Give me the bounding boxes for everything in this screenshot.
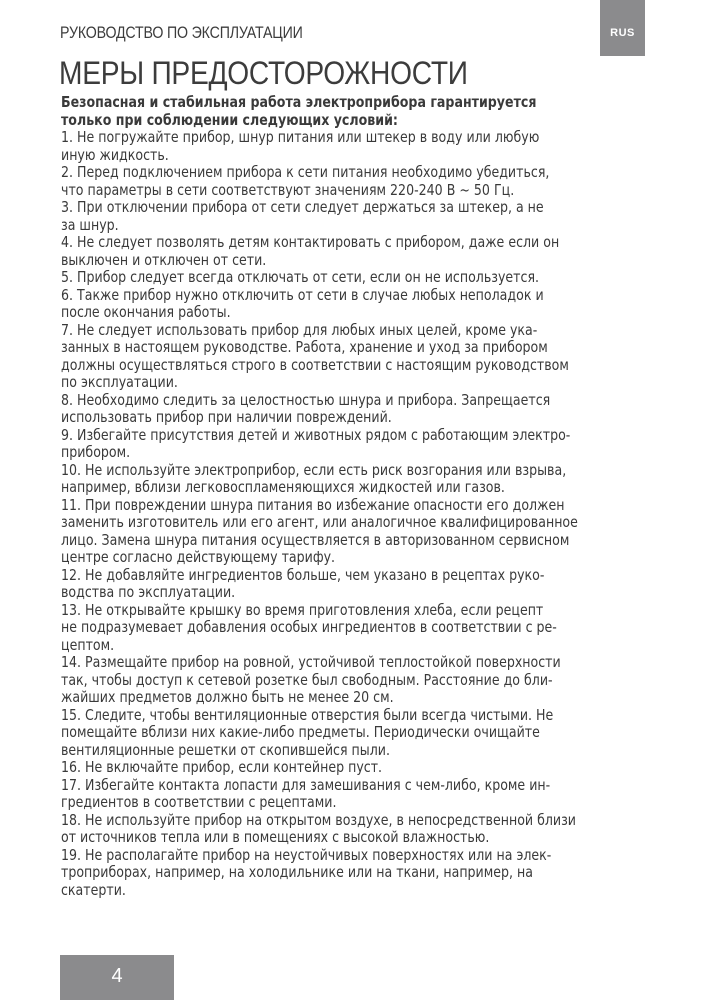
rule-line: лицо. Замена шнура питания осуществляется в авторизованном сервисном (61, 530, 570, 549)
rule-line: 2. Перед подключением прибора к сети питания необходимо убедиться, (61, 163, 550, 181)
rule-line: занных в настоящем руководстве. Работа, хранение и уход за прибором (61, 338, 548, 356)
rule-line: жайших предметов должно быть не менее 20 см. (61, 688, 394, 706)
rule-line: 1. Не погружайте прибор, шнур питания или штекер в воду или любую (61, 128, 540, 146)
rule-line: 12. Не добавляйте ингредиентов больше, чем указано в рецептах руко- (61, 565, 545, 584)
rule-line: цептом. (61, 635, 115, 654)
rule-line: скатерти. (61, 880, 126, 899)
rule-line: 6. Также прибор нужно отключить от сети в случае любых неполадок и (61, 285, 544, 304)
rule-line: по эксплуатации. (61, 373, 178, 391)
page-number: 4 (60, 955, 174, 1000)
rule-line: 4. Не следует позволять детям контактировать с прибором, даже если он (61, 233, 560, 251)
rule-line: не подразумевает добавления особых ингредиентов в соответствии с ре- (61, 618, 557, 636)
rule-line: прибором. (61, 443, 131, 461)
safety-text-block (61, 94, 646, 899)
intro-line: только при соблюдении следующих условий: (61, 110, 398, 129)
rule-line: троприборах, например, на холодильнике или на ткани, например, на (61, 863, 533, 881)
rule-line: 7. Не следует использовать прибор для любых иных целей, кроме ука- (61, 320, 538, 339)
rule-line: что параметры в сети соответствуют значениям 220-240 В ~ 50 Гц. (61, 180, 515, 199)
rule-line: гредиентов в соответствии с рецептами. (61, 793, 337, 811)
rule-line: помещайте вблизи них какие-либо предметы. Периодически очищайте (61, 723, 540, 741)
rule-line: 3. При отключении прибора от сети следует держаться за штекер, а не (61, 198, 544, 216)
rule-line: например, вблизи легковоспламеняющихся жидкостей или газов. (61, 478, 505, 496)
rule-line: 14. Размещайте прибор на ровной, устойчивой теплостойкой поверхности (61, 653, 561, 671)
rule-line: после окончания работы. (61, 303, 231, 321)
rule-line: от источников тепла или в помещениях с высокой влажностью. (61, 828, 490, 846)
rule-line: 17. Избегайте контакта лопасти для замешивания с чем-либо, кроме ин- (61, 775, 551, 794)
rule-line: так, чтобы доступ к сетевой розетке был свободным. Расстояние до бли- (61, 670, 553, 689)
manual-header-title: РУКОВОДСТВО ПО ЭКСПЛУАТАЦИИ (60, 24, 303, 42)
rule-line: 13. Не открывайте крышку во время приготовления хлеба, если рецепт (61, 600, 544, 619)
page-title: МЕРЫ ПРЕДОСТОРОЖНОСТИ (59, 55, 468, 91)
rule-line: центре согласно действующему тарифу. (61, 548, 336, 566)
rule-line: 8. Необходимо следить за целостностью шнура и прибора. Запрещается (61, 390, 551, 409)
rule-line: 10. Не используйте электроприбор, если есть риск возгорания или взрыва, (61, 460, 567, 479)
rule-line: 19. Не располагайте прибор на неустойчивых поверхностях или на элек- (61, 845, 552, 864)
rule-line: 5. Прибор следует всегда отключать от сети, если он не используется. (61, 268, 540, 286)
rule-line: должны осуществляться строго в соответствии с настоящим руководством (61, 355, 569, 374)
rule-line: иную жидкость. (61, 145, 169, 164)
rule-line: водства по эксплуатации. (61, 583, 236, 601)
rule-line: 11. При повреждении шнура питания во избежание опасности его должен (61, 495, 565, 514)
intro-line: Безопасная и стабильная работа электроприбора гарантируется (61, 93, 537, 111)
rule-line: за шнур. (61, 215, 119, 234)
rule-line: выключен и отключен от сети. (61, 250, 267, 269)
rule-line: использовать прибор при наличии повреждений. (61, 408, 392, 426)
rule-line: заменить изготовитель или его агент, или аналогичное квалифицированное (61, 513, 578, 531)
rule-line: 18. Не используйте прибор на открытом воздухе, в непосредственной близи (61, 810, 577, 829)
language-tab: RUS (600, 0, 645, 56)
rule-line: вентиляционные решетки от скопившейся пыли. (61, 740, 390, 759)
rule-line: 9. Избегайте присутствия детей и животных рядом с работающим электро- (61, 425, 571, 444)
rule-line: 15. Следите, чтобы вентиляционные отверстия были всегда чистыми. Не (61, 705, 554, 724)
rule-line: 16. Не включайте прибор, если контейнер пуст. (61, 758, 383, 776)
